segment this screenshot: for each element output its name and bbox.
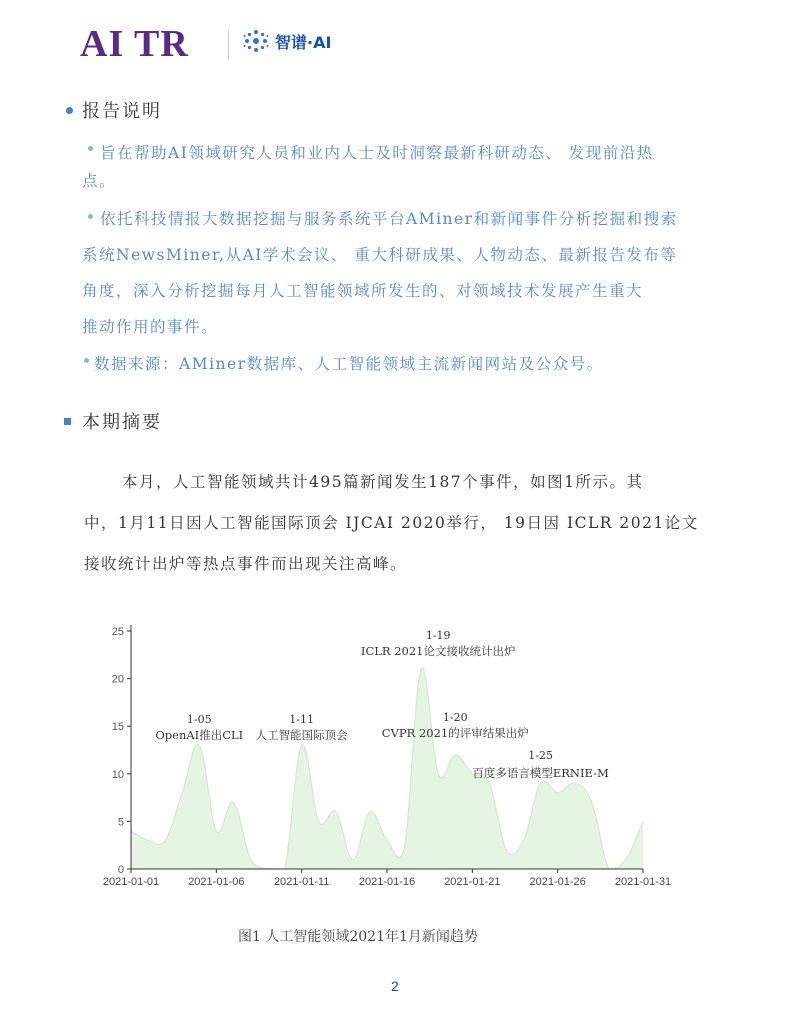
figure-caption: 图1 人工智能领域2021年1月新闻趋势 <box>238 929 478 945</box>
report-note-heading: 报告说明 <box>82 101 162 122</box>
section-bullet <box>66 107 73 114</box>
chart-x-tick-label: 2021-01-26 <box>529 876 586 888</box>
summary-heading: 本期摘要 <box>82 412 162 433</box>
chart-annotation-date: 1-11 <box>289 713 315 726</box>
chart-x-tick-label: 2021-01-01 <box>102 876 160 888</box>
chart-annotation-date: 1-19 <box>425 629 451 642</box>
zhipu-logo-text: 智谱·AI <box>275 32 332 52</box>
header-divider <box>228 30 229 60</box>
chart-annotation-label: 百度多语言模型ERNIE-M <box>472 766 609 780</box>
chart-x-tick-label: 2021-01-16 <box>358 876 416 888</box>
zhipu-dots-icon <box>243 28 269 54</box>
chart-annotation-date: 1-20 <box>442 711 468 724</box>
chart-y-tick-label: 15 <box>111 721 124 734</box>
note-item-2-line-2: 系统NewsMiner,从AI学术会议、 重大科研成果、人物动态、最新报告发布等 <box>82 246 678 264</box>
chart-x-tick-label: 2021-01-31 <box>614 876 672 888</box>
note-item-1-line-1: 旨在帮助AI领域研究人员和业内人士及时洞察最新科研动态、 发现前沿热 <box>100 144 654 162</box>
note-item-2-line-4: 推动作用的事件。 <box>82 318 219 336</box>
chart-y-tick-label: 25 <box>111 626 124 638</box>
list-bullet <box>88 146 93 151</box>
summary-paragraph-line-1: 本月，人工智能领域共计495篇新闻发生187个事件，如图1所示。其 <box>122 473 644 491</box>
chart-annotation-label: 人工智能国际顶会 <box>255 728 348 742</box>
summary-paragraph-line-3: 接收统计出炉等热点事件而出现关注高峰。 <box>84 555 408 573</box>
chart-y-tick-label: 5 <box>117 816 124 829</box>
list-bullet <box>88 214 93 219</box>
chart-annotation-date: 1-25 <box>528 749 553 762</box>
chart-annotation-label: CVPR 2021的评审结果出炉 <box>381 726 529 740</box>
note-item-3-line-1: 数据来源：AMiner数据库、人工智能领域主流新闻网站及公众号。 <box>94 355 604 373</box>
summary-paragraph-line-2: 中，1月11日因人工智能国际顶会 IJCAI 2020举行， 19日因 ICLR 2021论文 <box>84 514 699 532</box>
chart-y-tick-label: 0 <box>117 864 124 876</box>
chart-x-tick-label: 2021-01-21 <box>444 876 501 888</box>
note-item-2-line-1: 依托科技情报大数据挖掘与服务系统平台AMiner和新闻事件分析挖掘和搜索 <box>100 210 678 228</box>
aitr-logo: AI TR <box>80 23 189 65</box>
chart-annotation-label: OpenAI推出CLI <box>155 728 244 742</box>
list-bullet <box>84 358 89 363</box>
page-number: 2 <box>391 978 399 994</box>
news-trend-chart <box>0 615 791 900</box>
chart-annotation-date: 1-05 <box>186 713 212 726</box>
chart-y-tick-label: 20 <box>111 673 124 686</box>
chart-x-tick-label: 2021-01-11 <box>273 876 330 888</box>
zhipu-logo <box>243 28 331 54</box>
chart-annotation-label: ICLR 2021论文接收统计出炉 <box>360 644 516 658</box>
note-item-1-line-2: 点。 <box>82 172 117 190</box>
section-bullet <box>64 418 71 425</box>
note-item-2-line-3: 角度，深入分析挖掘每月人工智能领域所发生的、对领域技术发展产生重大 <box>82 282 644 300</box>
chart-x-tick-label: 2021-01-06 <box>188 876 245 888</box>
chart-y-tick-label: 10 <box>111 768 124 781</box>
